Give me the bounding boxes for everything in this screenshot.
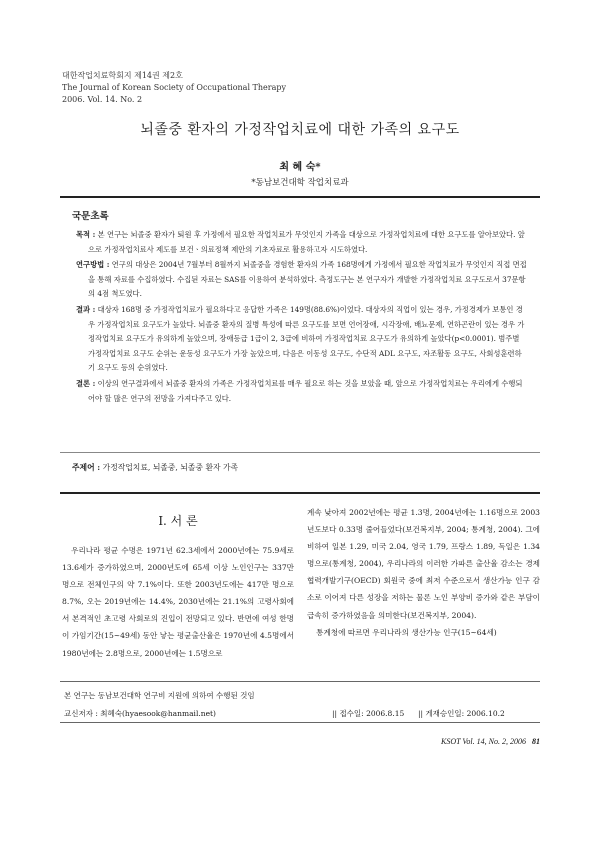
accepted-date: || 게재승인일: 2006.10.2: [418, 709, 505, 718]
purpose-text: 본 연구는 뇌졸중 환자가 퇴원 후 가정에서 필요한 작업치료가 무엇인지 가족을 대상으로 가정작업치료에 대한 요구도를 알아보았다. 앞으로 가정작업치료사 제도를 보건ㆍ의료정책 제안의 기초자료로 활용하고자 시도하였다.: [88, 230, 525, 254]
keywords-divider: [60, 452, 540, 453]
keywords-text: 가정작업치료, 뇌졸중, 뇌졸중 환자 가족: [100, 463, 239, 472]
corresponding-author: 교신저자 : 최혜숙(hyaesook@hanmail.net): [64, 709, 216, 718]
result-text: 대상자 168명 중 가정작업치료가 필요하다고 응답한 가족은 149명(88.6%)이었다. 대상자의 직업이 있는 경우, 가정경제가 보통인 경우 가정작업치료 요구도가 높았다. 뇌졸중 환자의 질병 특성에 따른 요구도를 보면 언어장애, 시각장애, 배뇨문제, 연하곤란이 있는 경우 가정작업치료 요구도가 유의하게 높았으며, 장애등급 1급이 2, 3급에 비하여 가정작업치료 요구도가 유의하게 높았다(p<0.0001). 범주별 가정작업치료 요구도 순위는 운동성 요구도가 가장 높았으며, 다음은 이동성 요구도, 수단적 ADL 요구도, 자조활동 요구도, 사회성훈련하기 요구도 등의 순위였다.: [88, 304, 525, 373]
keywords-label: 주제어 :: [72, 463, 101, 472]
conclusion-label: 결론 :: [76, 378, 96, 388]
paper-title: 뇌졸중 환자의 가정작업치료에 대한 가족의 요구도: [140, 122, 460, 138]
page-number: 81: [532, 737, 540, 746]
left-column-paragraph: 우리나라 평균 수명은 1971년 62.3세에서 2000년에는 75.9세로 13.6세가 증가하였으며, 2000년도에 65세 이상 노인인구는 337만 명으로 전체인구의 약 7.1%이다. 또한 2003년도에는 417만 명으로 8.7%, 오는 2019년에는 14.4%, 2030년에는 21.1%의 고령사회에서 본격적인 초고령 사회로의 진입이 전망되고 있다. 반면에 여성 한명이 가임기간(15~49세) 동안 낳는 평균출산율은 1970년에 4.5명에서 1980년에는 2.8명으로, 2000년에는 1.5명으로: [62, 546, 294, 658]
conclusion-text: 이상의 연구결과에서 뇌졸중 환자의 가족은 가정작업치료를 매우 필요로 하는 것을 보았을 때, 앞으로 가정작업치료는 우리에게 수행되어야 할 많은 연구의 전망을 가져다주고 있다.: [88, 378, 523, 403]
funding-note: 본 연구는 동남보건대학 연구비 지원에 의하여 수행된 것임: [64, 691, 255, 700]
footer-journal: KSOT Vol. 14, No. 2, 2006: [441, 737, 526, 746]
abstract-box: [60, 196, 540, 494]
journal-volume: 2006. Vol. 14. No. 2: [62, 95, 143, 104]
journal-name-english: The Journal of Korean Society of Occupational Therapy: [62, 83, 287, 92]
purpose-label: 목적 :: [76, 230, 96, 239]
footnote-box: [60, 681, 540, 723]
abstract-body: [76, 228, 528, 407]
right-column-paragraph-1: 계속 낮아져 2002년에는 평균 1.3명, 2004년에는 1.16명으로 2003년도보다 0.33명 줄어들었다(보건복지부, 2004; 통계청, 2004). 그에 비하여 일본 1.29, 미국 2.04, 영국 1.79, 프랑스 1.89, 독일은 1.34명으로(통계청, 2004), 우리나라의 이러한 가파른 출산율 감소는 경제협력개발기구(OECD) 회원국 중에 최저 수준으로서 생산가능 인구 감소로 이어져 다른 성장을 저하는 물론 노인 부양비 증가와 같은 부담이 급속히 증가하였음을 의미한다(보건복지부, 2004).: [307, 508, 540, 620]
method-text: 연구의 대상은 2004년 7월부터 8월까지 뇌졸중을 경험한 환자의 가족 168명에게 가정에서 필요한 작업치료가 무엇인지 직접 면접을 통해 자료를 수집하였다. 수집된 자료는 SAS를 이용하여 분석하였다. 측정도구는 본 연구자가 개발한 가정작업치료 요구도로서 37문항의 4점 척도였다.: [88, 260, 527, 299]
right-column: [307, 504, 540, 641]
right-column-paragraph-2: 통계청에 따르면 우리나라의 생산가능 인구(15~64세): [316, 627, 497, 637]
section-title-introduction: I. 서 론: [158, 514, 198, 528]
received-date: || 접수일: 2006.8.15: [332, 709, 405, 718]
abstract-result: [76, 303, 528, 376]
keywords: [72, 462, 238, 473]
abstract-purpose: [76, 228, 528, 257]
author-affiliation: *동남보건대학 작업치료과: [251, 178, 349, 188]
left-column: [62, 542, 294, 662]
journal-name-korean: 대한작업치료학회지 제14권 제2호: [62, 71, 183, 80]
journal-header: [62, 70, 286, 106]
page-footer: [441, 737, 540, 746]
abstract-conclusion: [76, 377, 528, 406]
method-label: 연구방법 :: [76, 260, 110, 270]
author-name: 최 혜 숙*: [279, 162, 321, 173]
result-label: 결과 :: [76, 304, 96, 314]
abstract-heading: 국문초록: [72, 211, 109, 222]
abstract-method: [76, 258, 528, 302]
